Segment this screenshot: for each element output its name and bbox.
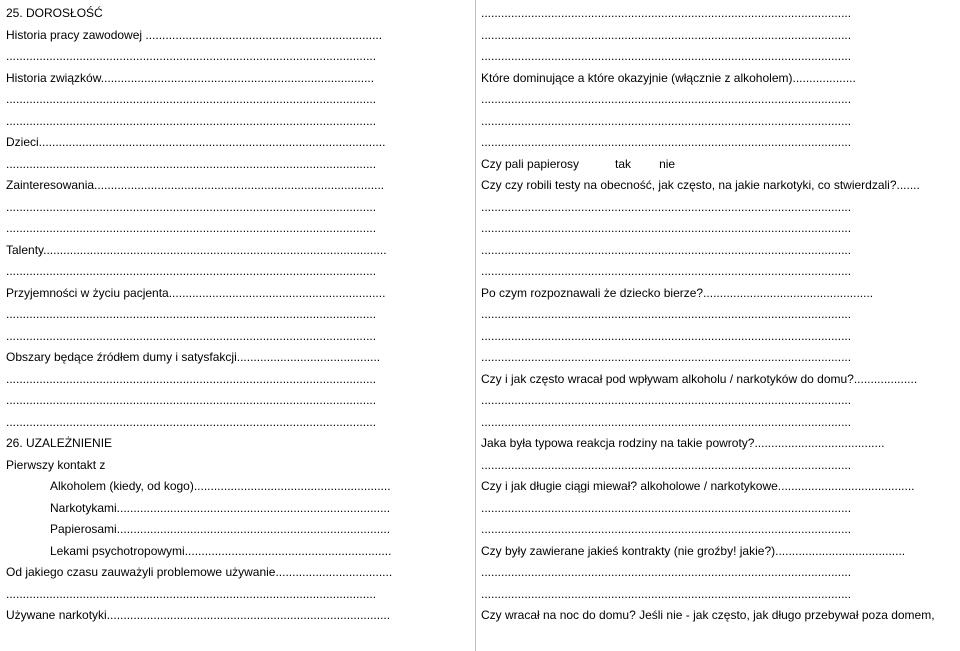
- left-form-line: [6, 3, 464, 24]
- line-text: ...............................................................................................................: [481, 242, 852, 257]
- line-text: ...............................................................................................................: [6, 393, 377, 407]
- left-form-line: [6, 25, 464, 46]
- right-form-line: [481, 347, 939, 368]
- line-text: Narkotykami..................................................................................: [50, 500, 391, 515]
- left-form-line: [6, 326, 464, 347]
- line-text: Które dominujące a które okazyjnie (włącznie z alkoholem)...................: [481, 70, 856, 85]
- right-form-line: [481, 476, 939, 497]
- line-text: Pierwszy kontakt z: [6, 457, 106, 472]
- line-text: ...............................................................................................................: [481, 6, 852, 20]
- left-form-line: [6, 412, 464, 433]
- right-form-line: [481, 304, 939, 325]
- line-text: ...............................................................................................................: [481, 586, 852, 601]
- left-form-line: [6, 519, 464, 540]
- right-form-line: [481, 584, 939, 605]
- left-form-line: [6, 433, 464, 454]
- line-text: ...............................................................................................................: [481, 414, 852, 429]
- left-form-line: [6, 261, 464, 282]
- left-form-line: [6, 605, 464, 626]
- left-form-line: [6, 347, 464, 368]
- line-text: ...............................................................................................................: [481, 135, 852, 149]
- line-text: Alkoholem (kiedy, od kogo)...........................................................: [50, 479, 391, 493]
- left-column: [0, 0, 476, 651]
- left-form-line: [6, 304, 464, 325]
- line-text: ...............................................................................................................: [481, 199, 852, 214]
- left-form-line: [6, 132, 464, 153]
- line-text: Zainteresowania.......................................................................................: [6, 178, 385, 192]
- line-text: ...............................................................................................................: [6, 49, 377, 63]
- right-form-line: [481, 46, 939, 67]
- line-text: Po czym rozpoznawali że dziecko bierze?...................................................: [481, 285, 874, 300]
- line-text: ...............................................................................................................: [6, 113, 377, 128]
- left-form-line: [6, 541, 464, 562]
- right-form-line: [481, 562, 939, 583]
- left-form-line: [6, 455, 464, 476]
- right-form-line: [481, 132, 939, 153]
- line-text: ...............................................................................................................: [6, 586, 377, 601]
- left-form-line: [6, 390, 464, 411]
- left-form-line: [6, 498, 464, 519]
- line-text: ...............................................................................................................: [6, 371, 377, 386]
- line-text: ...............................................................................................................: [6, 221, 377, 235]
- right-form-line: [481, 412, 939, 433]
- line-text: ...............................................................................................................: [481, 307, 852, 321]
- right-form-line: [481, 111, 939, 132]
- right-form-line: [481, 261, 939, 282]
- left-form-line: [6, 111, 464, 132]
- line-text: 25. DOROSŁOŚĆ: [6, 6, 103, 20]
- right-form-line: [481, 433, 939, 454]
- line-text: ...............................................................................................................: [481, 27, 852, 42]
- line-text: Obszary będące źródłem dumy i satysfakcji...........................................: [6, 350, 381, 364]
- right-form-line: [481, 154, 939, 175]
- line-text: Przyjemności w życiu pacjenta.................................................................: [6, 285, 386, 300]
- line-text: ...............................................................................................................: [481, 113, 852, 128]
- line-text: 26. UZALEŻNIENIE: [6, 436, 113, 450]
- line-text: Talenty.......................................................................................................: [6, 242, 387, 257]
- line-text: ...............................................................................................................: [6, 307, 377, 321]
- line-text: Dzieci........................................................................................................: [6, 135, 386, 149]
- line-text: ...............................................................................................................: [6, 199, 377, 214]
- line-text: ...............................................................................................................: [481, 393, 852, 407]
- left-form-line: [6, 175, 464, 196]
- right-form-line: [481, 605, 957, 626]
- left-form-line: [6, 283, 464, 304]
- line-text: Od jakiego czasu zauważyli problemowe używanie...................................: [6, 565, 393, 579]
- right-form-line: [481, 89, 939, 110]
- left-form-line: [6, 240, 464, 261]
- left-form-line: [6, 562, 464, 583]
- left-form-line: [6, 154, 464, 175]
- line-text: ...............................................................................................................: [481, 350, 852, 364]
- line-text: ...............................................................................................................: [6, 92, 377, 106]
- line-text: Czy wracał na noc do domu? Jeśli nie - jak często, jak długo przebywał poza domem,: [481, 608, 935, 622]
- line-text: ...............................................................................................................: [481, 264, 852, 278]
- right-form-line: [481, 519, 939, 540]
- line-text: Czy były zawierane jakieś kontrakty (nie groźby! jakie?).......................................: [481, 543, 906, 558]
- right-form-line: [481, 369, 957, 390]
- right-form-line: [481, 326, 939, 347]
- line-text: ...............................................................................................................: [6, 414, 377, 429]
- right-form-line: [481, 3, 939, 24]
- line-text: Czy i jak długie ciągi miewał? alkoholowe / narkotykowe.........................................: [481, 479, 915, 493]
- right-form-line: [481, 68, 939, 89]
- right-form-line: [481, 283, 939, 304]
- left-form-line: [6, 584, 464, 605]
- line-text: ...............................................................................................................: [481, 457, 852, 472]
- line-text: Historia związków..................................................................................: [6, 70, 375, 85]
- line-text: ...............................................................................................................: [6, 156, 377, 171]
- line-text: ...............................................................................................................: [481, 522, 852, 536]
- right-form-line: [481, 240, 939, 261]
- right-form-line: [481, 218, 939, 239]
- left-form-line: [6, 476, 464, 497]
- line-text: ...............................................................................................................: [481, 92, 852, 106]
- left-form-line: [6, 218, 464, 239]
- line-text: ...............................................................................................................: [481, 221, 852, 235]
- line-text: ...............................................................................................................: [6, 328, 377, 343]
- line-text: Czy pali papierosy: [481, 156, 580, 171]
- line-text: ...............................................................................................................: [6, 264, 377, 278]
- line-text: Lekami psychotropowymi..............................................................: [50, 543, 392, 558]
- right-form-line: [481, 541, 939, 562]
- right-form-line: [481, 390, 939, 411]
- right-form-line: [481, 498, 939, 519]
- right-form-line: [481, 197, 939, 218]
- right-form-line: [481, 25, 939, 46]
- left-form-line: [6, 68, 464, 89]
- line-text: Używane narkotyki.....................................................................................: [6, 608, 391, 622]
- line-text: Czy czy robili testy na obecność, jak często, na jakie narkotyki, co stwierdzali?.......: [481, 178, 920, 192]
- right-form-line: [481, 175, 957, 196]
- line-text: Czy i jak często wracał pod wpływam alkoholu / narkotyków do domu?...................: [481, 371, 918, 386]
- option-yes[interactable]: tak: [615, 156, 632, 171]
- option-no[interactable]: nie: [659, 156, 676, 171]
- line-text: ...............................................................................................................: [481, 328, 852, 343]
- line-text: ...............................................................................................................: [481, 500, 852, 515]
- line-text: ...............................................................................................................: [481, 565, 852, 579]
- left-form-line: [6, 369, 464, 390]
- line-text: ...............................................................................................................: [481, 49, 852, 63]
- right-form-line: [481, 455, 939, 476]
- line-text: Papierosami..................................................................................: [50, 522, 391, 536]
- line-text: Historia pracy zawodowej .......................................................................: [6, 27, 383, 42]
- left-form-line: [6, 89, 464, 110]
- left-form-line: [6, 197, 464, 218]
- line-text: Jaka była typowa reakcja rodziny na takie powroty?.......................................: [481, 436, 885, 450]
- left-form-line: [6, 46, 464, 67]
